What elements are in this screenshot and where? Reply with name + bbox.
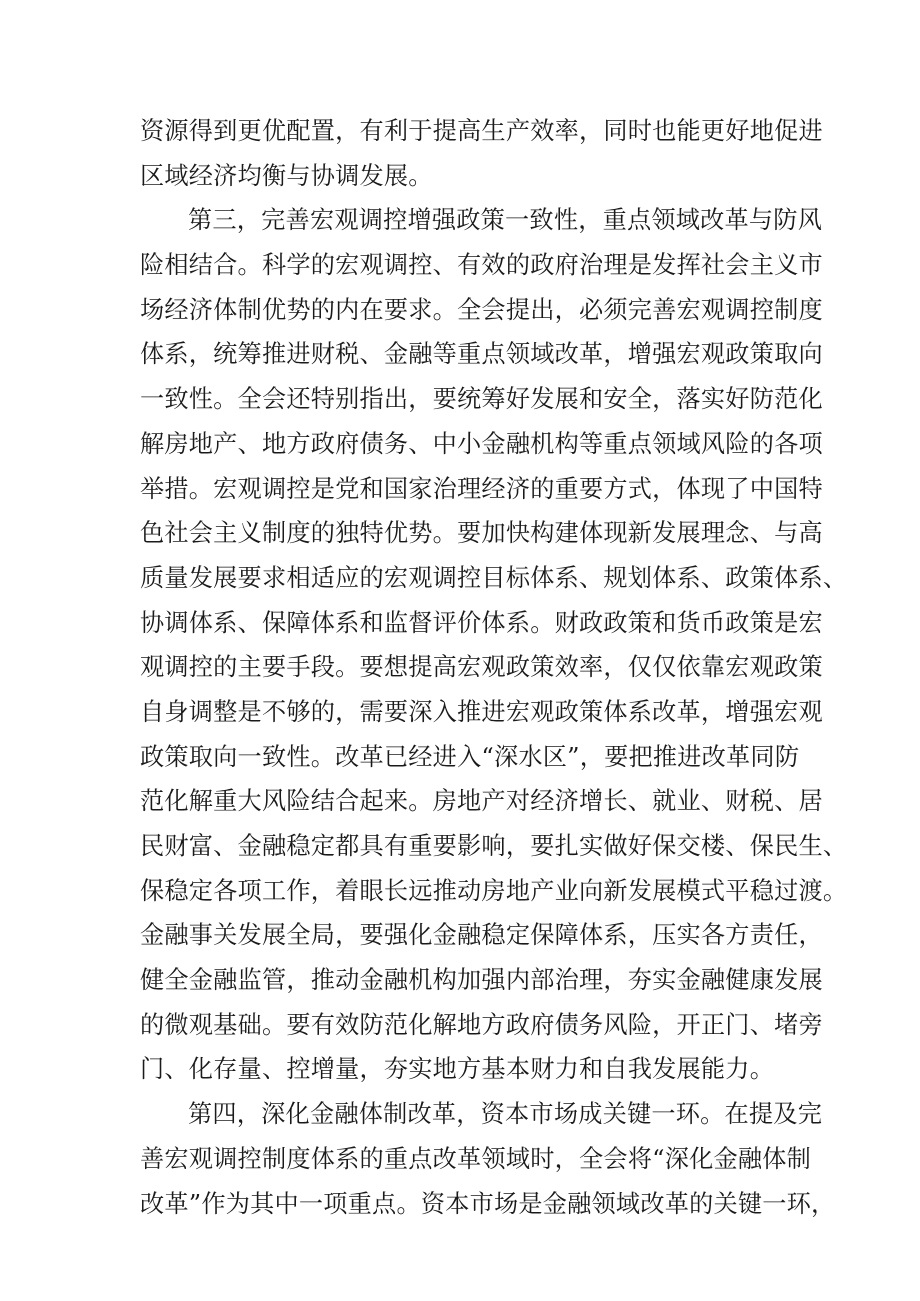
text-line: 资源得到更优配置，有利于提高生产效率，同时也能更好地促进: [140, 117, 823, 145]
text-line: 第四，深化金融体制改革，资本市场成关键一环。在提及完: [188, 1100, 823, 1129]
text-line: 险相结合。科学的宏观调控、有效的政府治理是发挥社会主义市: [140, 251, 823, 280]
text-line: 门、化存量、控增量，夯实地方基本财力和自我发展能力。: [140, 1055, 775, 1084]
paragraph-1: [140, 109, 823, 198]
text-line: 体系，统筹推进财税、金融等重点领域改革，增强宏观政策取向: [140, 340, 823, 369]
text-line: 政策取向一致性。改革已经进入“深水区”，要把推进改革同防: [140, 742, 800, 771]
text-line: 色社会主义制度的独特优势。要加快构建体现新发展理念、与高: [140, 519, 823, 548]
text-line: 第三，完善宏观调控增强政策一致性，重点领域改革与防风: [188, 206, 823, 235]
text-line: 协调体系、保障体系和监督评价体系。财政政策和货币政策是宏: [140, 608, 823, 637]
text-line: 保稳定各项工作，着眼长远推动房地产业向新发展模式平稳过渡。: [140, 876, 848, 905]
text-line: 改革”作为其中一项重点。资本市场是金融领域改革的关键一环，: [140, 1189, 836, 1218]
paragraph-3: [140, 1092, 836, 1226]
text-line: 自身调整是不够的，需要深入推进宏观政策体系改革，增强宏观: [140, 697, 823, 726]
text-line: 金融事关发展全局，要强化金融稳定保障体系，压实各方责任，: [140, 921, 823, 950]
text-line: 解房地产、地方政府债务、中小金融机构等重点领域风险的各项: [140, 429, 823, 458]
text-line: 区域经济均衡与协调发展。: [140, 161, 433, 190]
text-line: 观调控的主要手段。要想提高宏观政策效率，仅仅依靠宏观政策: [140, 653, 823, 682]
text-line: 的微观基础。要有效防范化解地方政府债务风险，开正门、堵旁: [140, 1010, 823, 1039]
text-line: 举措。宏观调控是党和国家治理经济的重要方式，体现了中国特: [140, 474, 823, 503]
text-line: 善宏观调控制度体系的重点改革领域时，全会将“深化金融体制: [140, 1144, 812, 1173]
text-line: 健全金融监管，推动金融机构加强内部治理，夯实金融健康发展: [140, 966, 823, 995]
document-body: [140, 109, 848, 1226]
text-line: 场经济体制优势的内在要求。全会提出，必须完善宏观调控制度: [140, 295, 823, 324]
text-line: 范化解重大风险结合起来。房地产对经济增长、就业、财税、居: [140, 787, 823, 816]
text-line: 质量发展要求相适应的宏观调控目标体系、规划体系、政策体系、: [140, 563, 848, 592]
text-line: 民财富、金融稳定都具有重要影响，要扎实做好保交楼、保民生、: [140, 832, 848, 860]
text-line: 一致性。全会还特别指出，要统筹好发展和安全，落实好防范化: [140, 385, 823, 414]
paragraph-2: [140, 198, 848, 1092]
